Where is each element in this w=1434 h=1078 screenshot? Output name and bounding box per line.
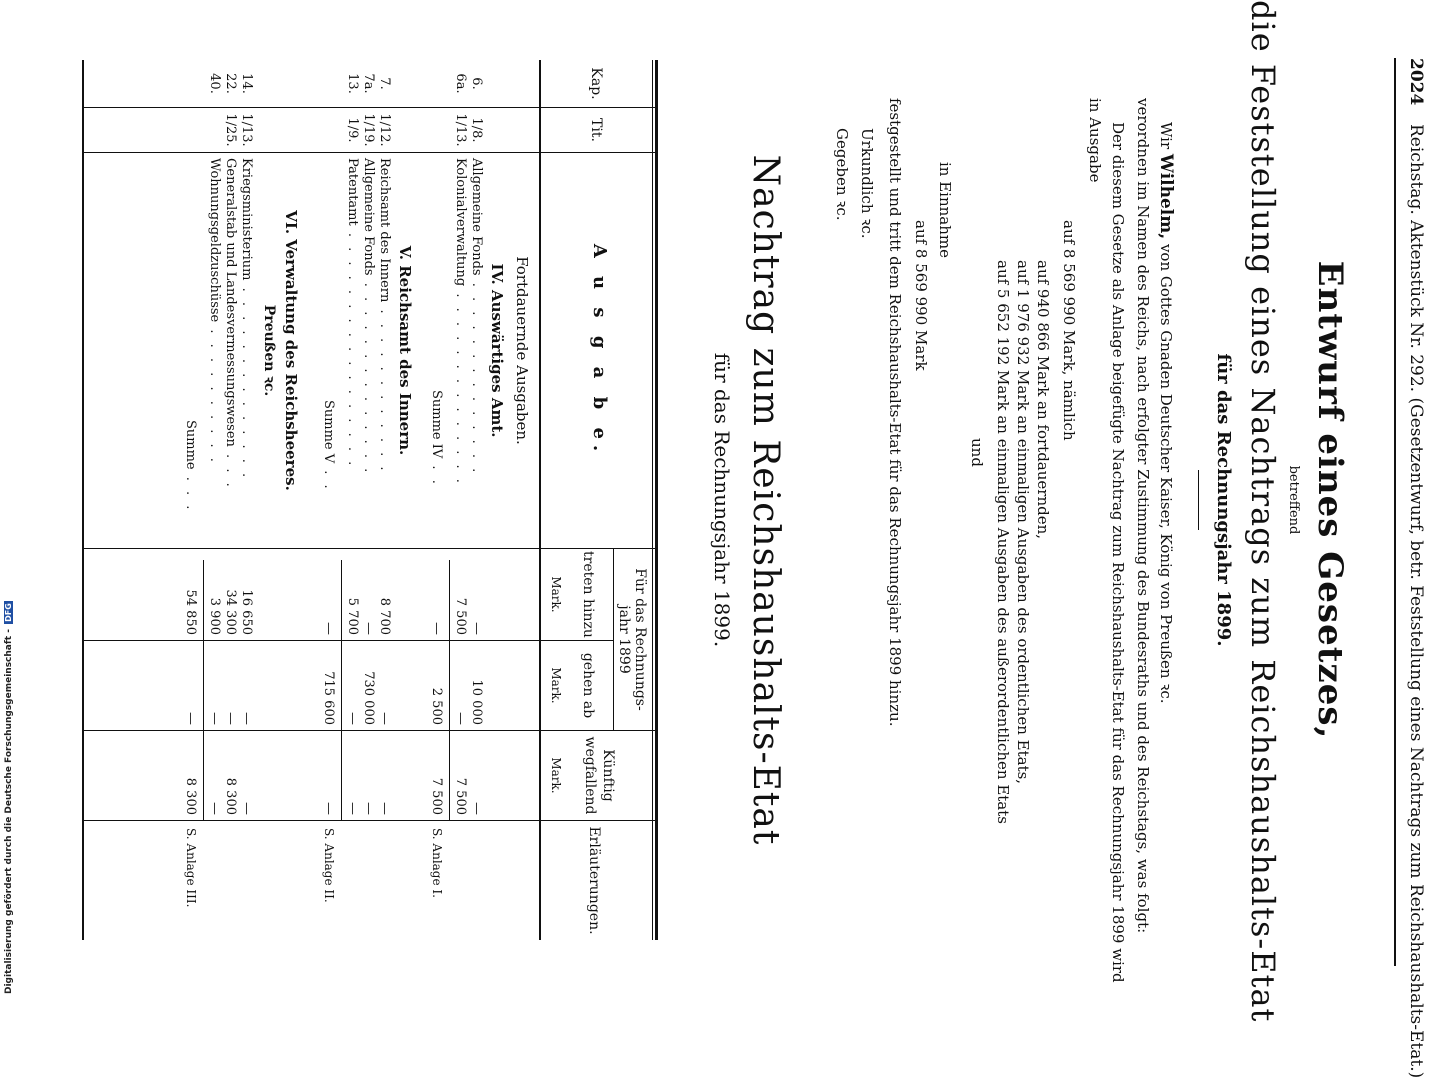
row-hinzu: 5 700: [345, 597, 360, 635]
row-hinzu: 8 700: [377, 597, 392, 635]
row-hinzu: 16 650: [239, 589, 254, 635]
note-anlage-ii: S. Anlage II.: [322, 828, 336, 903]
row-kap: 6a.: [453, 73, 468, 94]
leader-dots: . . . . . . . . . . . . . .: [361, 275, 376, 476]
row-ab: 730 000: [361, 671, 376, 725]
leader-dots: . .: [429, 458, 444, 487]
row-kap: 22.: [223, 73, 238, 94]
sum-weg: 7 500: [429, 777, 444, 815]
row-weg: —: [239, 802, 254, 815]
row-ab: —: [345, 712, 360, 725]
row-text-label: Patentamt: [345, 158, 360, 226]
title-divider: [1198, 470, 1199, 530]
digitization-credit: [4, 594, 18, 994]
law-betreffend: betreffend: [1286, 465, 1301, 535]
statement-line-1: Der diesem Gesetze als Anlage beigefügte Nachtrag zum Reichshaushalts-Etat für das Rechnungsjahr 1899 wird: [1109, 122, 1127, 983]
row-weg: —: [207, 802, 222, 815]
col-rule-tit: [84, 152, 658, 153]
amount-total: auf 8 569 990 Mark, nämlich: [1060, 220, 1078, 441]
header-fiscal-year-1: Für das Rechnungs-: [632, 568, 648, 711]
row-text-label: Kriegsministerium: [239, 158, 254, 281]
section-subheading-preussen: Preußen ꝛc.: [261, 304, 277, 397]
row-text: [345, 158, 360, 468]
row-ab: —: [377, 712, 392, 725]
amount-line-1: auf 940 866 Mark an fortdauernden,: [1034, 260, 1052, 540]
law-year-line: für das Rechnungsjahr 1899.: [1213, 353, 1234, 647]
sum-rule: [341, 560, 342, 820]
sum-label-v: [321, 400, 336, 492]
row-tit: 1/9.: [345, 117, 360, 143]
row-hinzu: 7 500: [453, 597, 468, 635]
row-kap: 40.: [207, 73, 222, 94]
sum-rule: [449, 560, 450, 820]
sum-weg: 8 300: [183, 777, 198, 815]
fortdauernde-heading: Fortdauernde Ausgaben.: [513, 256, 531, 445]
enactment-line-2: verordnen im Namen des Reichs, nach erfolgter Zustimmung des Bundesraths und des Reichstags, was folgt:: [1134, 98, 1152, 934]
law-title: Entwurf eines Gesetzes,: [1310, 260, 1350, 740]
running-header: [1406, 58, 1426, 1078]
final-line-2: Urkundlich ꝛc.: [858, 128, 876, 239]
final-line-1: festgestellt und tritt dem Reichshaushalts-Etat für das Rechnungsjahr 1899 hinzu.: [886, 98, 904, 727]
amount-line-2: auf 1 976 932 Mark an einmaligen Ausgaben des ordentlichen Etats,: [1014, 260, 1032, 785]
row-text: [361, 158, 376, 475]
header-kuenftig-1: Künftig: [600, 749, 616, 802]
section-heading-vi: VI. Verwaltung des Reichsheeres.: [282, 210, 300, 491]
col-rule-weg: [84, 820, 658, 821]
leader-dots: . . . . . . . . . . . . . . . . .: [345, 225, 360, 469]
row-weg: 8 300: [223, 777, 238, 815]
statement-line-2: in Ausgabe: [1086, 98, 1104, 183]
amount-line-3: auf 5 652 192 Mark an einmaligen Ausgaben des außerordentlichen Etats: [994, 260, 1012, 824]
note-anlage-iii: S. Anlage III.: [184, 828, 198, 908]
header-treten-hinzu: treten hinzu: [580, 551, 596, 638]
row-kap: 14.: [239, 73, 254, 94]
row-text: [223, 158, 238, 490]
row-text: [207, 158, 222, 465]
sum-rule: [203, 560, 204, 820]
sum-label-text: Summe V: [321, 400, 336, 464]
in-einnahme: in Einnahme: [936, 162, 954, 258]
row-tit: 1/8.: [469, 117, 484, 143]
row-text-label: Reichsamt des Innern: [377, 158, 392, 303]
row-hinzu: 34 300: [223, 589, 238, 635]
header-mark-weg: Mark.: [549, 757, 563, 794]
row-tit: 1/13.: [453, 113, 468, 147]
header-mark-ab: Mark.: [549, 667, 563, 704]
section-heading-iv: IV. Auswärtiges Amt.: [488, 263, 506, 438]
row-kap: 7a.: [361, 73, 376, 94]
header-gehen-ab: gehen ab: [580, 652, 596, 719]
leader-dots: . . . . . . . . . .: [207, 322, 222, 465]
row-weg: —: [361, 802, 376, 815]
enactment-lead: Wir: [1157, 122, 1175, 150]
header-tit: Tit.: [588, 118, 604, 142]
leader-dots: . . .: [183, 469, 198, 513]
leader-dots: . . . . . . . . . . . . . .: [239, 280, 254, 481]
note-anlage-i: S. Anlage I.: [430, 828, 444, 898]
leader-dots: . . . . . . . . . . . . . .: [453, 286, 468, 486]
sum-hinzu: —: [321, 622, 336, 635]
enactment-rest: von Gottes Gnaden Deutscher Kaiser, König von Preußen ꝛc.: [1157, 243, 1175, 704]
sum-hinzu: 54 850: [183, 589, 198, 635]
row-text-label: Kolonialverwaltung: [453, 158, 468, 287]
row-text: [239, 158, 254, 480]
page-number: 2024: [1406, 58, 1426, 106]
leader-dots: . . . . . . . . . . . . . .: [469, 275, 484, 476]
row-hinzu: —: [361, 622, 376, 635]
row-tit: 1/12.: [377, 113, 392, 147]
header-erlaeuterungen: Erläuterungen.: [586, 826, 602, 935]
row-ab: —: [223, 712, 238, 725]
leader-dots: . . .: [223, 446, 238, 490]
row-text-label: Allgemeine Fonds: [469, 158, 484, 276]
row-kap: 6.: [469, 77, 484, 90]
supplement-title: Nachtrag zum Reichshaushalts-Etat: [745, 154, 786, 846]
table-top-rule: [655, 60, 658, 940]
row-kap: 7.: [377, 77, 392, 90]
section-heading-v: V. Reichsamt des Innern.: [396, 245, 414, 456]
header-rule: [1394, 58, 1396, 966]
row-tit: 1/25.: [223, 113, 238, 147]
row-text: [377, 158, 392, 474]
sum-label-text: Summe IV: [429, 390, 444, 459]
fiscal-year-subrule: [613, 548, 614, 730]
sum-label-text: Summe: [183, 420, 198, 470]
row-text: [469, 158, 484, 475]
header-ausgabe: A u s g a b e.: [589, 243, 610, 458]
law-subject: die Feststellung eines Nachtrags zum Reichshaushalts-Etat: [1244, 0, 1282, 1023]
row-ab: —: [207, 712, 222, 725]
row-text-label: Wohnungsgeldzuschüsse: [207, 158, 222, 323]
einnahme-amount: auf 8 569 990 Mark: [912, 220, 930, 371]
header-mark-hinzu: Mark.: [549, 576, 563, 613]
row-tit: 1/13.: [239, 113, 254, 147]
row-weg: 7 500: [453, 777, 468, 815]
row-hinzu: —: [469, 622, 484, 635]
sum-label-vi: [183, 420, 198, 512]
row-kap: 13.: [345, 73, 360, 94]
sum-ab: 715 600: [321, 671, 336, 725]
row-tit: 1/19.: [361, 113, 376, 147]
final-line-3: Gegeben ꝛc.: [833, 128, 851, 221]
row-text-label: Allgemeine Fonds: [361, 158, 376, 276]
leader-dots: . . . . . . . . . . . .: [377, 302, 392, 474]
table-top-rule-thin: [652, 60, 653, 940]
sum-hinzu: —: [429, 622, 444, 635]
header-kap: Kap.: [588, 67, 604, 100]
sum-label-iv: [429, 390, 444, 487]
enactment-line-1: [1156, 122, 1176, 704]
row-weg: —: [377, 802, 392, 815]
table-header-bottom-rule: [539, 60, 541, 940]
header-fiscal-year-2: jahr 1899: [616, 605, 632, 674]
leader-dots: . .: [321, 463, 336, 492]
sum-ab: 2 500: [429, 687, 444, 725]
header-kuenftig-2: wegfallend: [582, 736, 598, 815]
row-hinzu: 3 900: [207, 597, 222, 635]
row-ab: —: [453, 712, 468, 725]
supplement-subtitle: für das Rechnungsjahr 1899.: [710, 352, 734, 648]
emperor-name: Wilhelm,: [1156, 153, 1176, 240]
row-ab: —: [239, 712, 254, 725]
table-bottom-rule: [82, 60, 84, 940]
running-header-text: Reichstag. Aktenstück Nr. 292. (Gesetzentwurf, betr. Feststellung eines Nachtrags zum Reichshaushalts-Etat.): [1406, 124, 1426, 1078]
credit-text: Digitalisierung gefördert durch die Deutsche Forschungsgemeinschaft -: [4, 629, 14, 994]
conjunction-und: und: [968, 438, 986, 467]
sum-ab: —: [183, 712, 198, 725]
row-text: [453, 158, 468, 486]
dfg-logo: DFG: [4, 603, 13, 622]
sum-weg: —: [321, 802, 336, 815]
row-text-label: Generalstab und Landesvermessungswesen: [223, 158, 238, 447]
row-ab: 10 000: [469, 679, 484, 725]
row-weg: —: [345, 802, 360, 815]
row-weg: —: [469, 802, 484, 815]
